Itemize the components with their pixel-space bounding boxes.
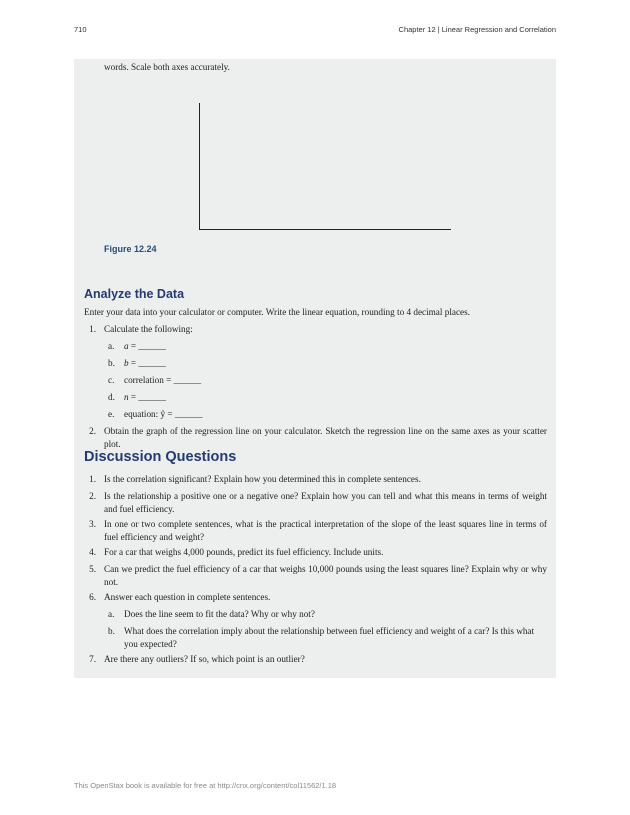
discussion-item-5: [74, 563, 546, 589]
item-text: Is the correlation significant? Explain how you determined this in complete sentences.: [104, 474, 421, 484]
subitem-letter: b.: [108, 358, 115, 368]
discussion-heading: Discussion Questions: [84, 449, 237, 465]
subitem-letter: c.: [108, 375, 115, 385]
item-text: Answer each question in complete sentences.: [104, 592, 271, 602]
x-axis-line: [199, 229, 451, 230]
item-text: Obtain the graph of the regression line on your calculator. Sketch the regression line on the same axes as your scatter plot.: [104, 426, 547, 449]
figure-caption: Figure 12.24: [104, 244, 157, 254]
variable-b: b: [124, 358, 129, 368]
subitem-letter: b.: [108, 626, 115, 636]
analyze-heading: Analyze the Data: [84, 287, 185, 301]
subitem-text: correlation = ______: [124, 375, 202, 385]
item-number: 1.: [89, 474, 96, 484]
subitem-text: = ______: [128, 392, 166, 402]
discussion-subitem-6b: [74, 625, 546, 651]
subitem-text: = ______: [128, 358, 166, 368]
analyze-subitem-d: [74, 391, 546, 405]
discussion-item-2: [74, 490, 546, 516]
intro-line: words. Scale both axes accurately.: [104, 62, 230, 72]
variable-a: a: [124, 341, 129, 351]
item-text: Are there any outliers? If so, which point is an outlier?: [104, 654, 305, 664]
item-number: 3.: [89, 519, 96, 529]
blank-graph-axes: [199, 103, 451, 230]
subitem-text: What does the correlation imply about the relationship between fuel efficiency and weight of a car? Is this what you expected?: [124, 626, 535, 649]
item-number: 6.: [89, 592, 96, 602]
item-text: Can we predict the fuel efficiency of a car that weighs 10,000 pounds using the least squares line? Explain why or why not.: [104, 564, 547, 587]
item-number: 2.: [89, 426, 96, 436]
subitem-letter: a.: [108, 341, 115, 351]
discussion-subitem-6a: [74, 608, 546, 622]
analyze-item-2: [74, 425, 546, 451]
discussion-item-1: [74, 473, 546, 487]
analyze-paragraph: Enter your data into your calculator or computer. Write the linear equation, rounding to 4 decimal places.: [84, 307, 470, 317]
discussion-item-4: [74, 546, 546, 560]
analyze-item-1: [74, 323, 546, 337]
item-text: In one or two complete sentences, what is the practical interpretation of the slope of the least squares line in terms of fuel efficiency and weight?: [104, 519, 547, 542]
item-text: Calculate the following:: [104, 324, 193, 334]
subitem-text: Does the line seem to fit the data? Why or why not?: [124, 609, 315, 619]
lab-content-box: [74, 59, 556, 678]
discussion-item-7: [74, 653, 546, 667]
item-number: 4.: [89, 547, 96, 557]
variable-n: n: [124, 392, 129, 402]
page-header-chapter: Chapter 12 | Linear Regression and Correlation: [398, 25, 556, 34]
page-header-number: 710: [74, 25, 87, 34]
subitem-letter: e.: [108, 409, 115, 419]
item-text: Is the relationship a positive one or a negative one? Explain how you can tell and what this means in terms of weight and fuel efficiency.: [104, 491, 547, 514]
page-footer: This OpenStax book is available for free at http://cnx.org/content/col11562/1.18: [74, 781, 337, 790]
analyze-subitem-e: [74, 408, 546, 422]
subitem-letter: a.: [108, 609, 115, 619]
item-text: For a car that weighs 4,000 pounds, predict its fuel efficiency. Include units.: [104, 547, 384, 557]
item-number: 5.: [89, 564, 96, 574]
subitem-text: equation: ŷ = ______: [124, 409, 203, 419]
discussion-item-3: [74, 518, 546, 544]
analyze-subitem-c: [74, 374, 546, 388]
analyze-subitem-a: [74, 340, 546, 354]
subitem-letter: d.: [108, 392, 115, 402]
analyze-subitem-b: [74, 357, 546, 371]
item-number: 7.: [89, 654, 96, 664]
discussion-item-6: [74, 591, 546, 605]
item-number: 1.: [89, 324, 96, 334]
y-axis-line: [199, 103, 200, 230]
item-number: 2.: [89, 491, 96, 501]
subitem-text: = ______: [128, 341, 166, 351]
